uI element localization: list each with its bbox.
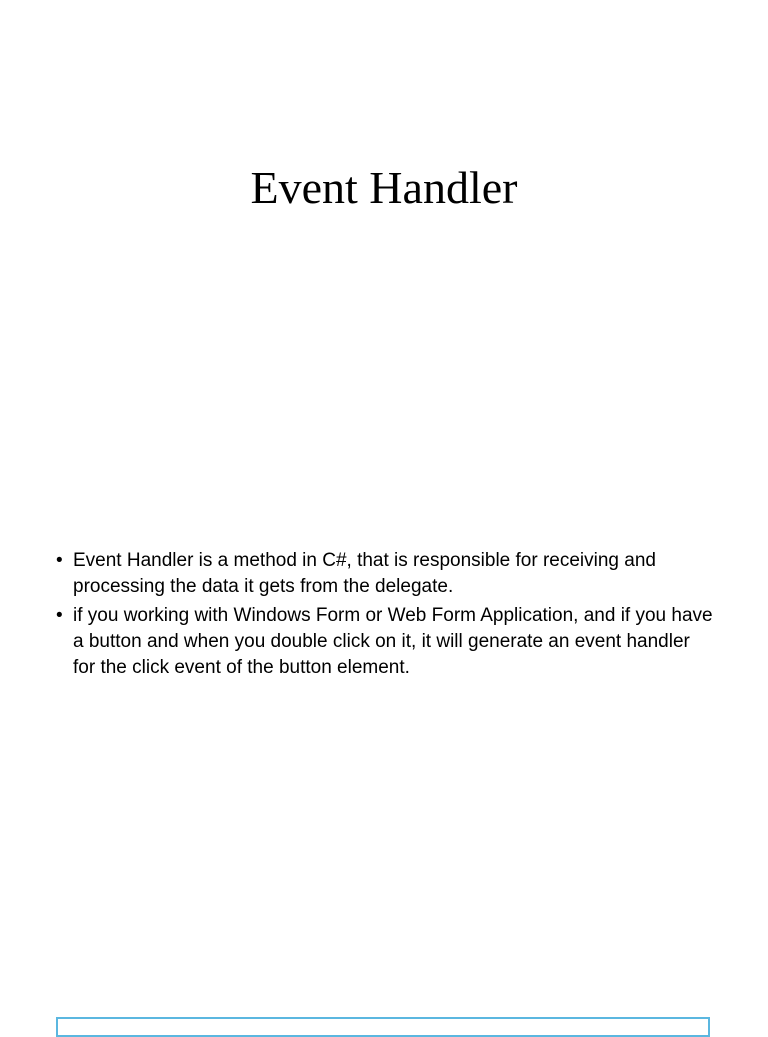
bullet-item xyxy=(56,603,716,681)
next-slide-frame xyxy=(56,1017,710,1037)
bullet-item xyxy=(56,548,716,600)
bullet-marker: • xyxy=(56,550,63,571)
slide-title: Event Handler xyxy=(250,162,518,213)
bullet-marker: • xyxy=(56,605,63,626)
bullet-text: if you working with Windows Form or Web Form Application, and if you have a button and when you double click on it, it will generate an event handler for the click event of the button element. xyxy=(73,605,713,678)
bullet-list xyxy=(56,548,716,684)
bullet-text: Event Handler is a method in C#, that is responsible for receiving and processing the data it gets from the delegate. xyxy=(73,550,656,597)
